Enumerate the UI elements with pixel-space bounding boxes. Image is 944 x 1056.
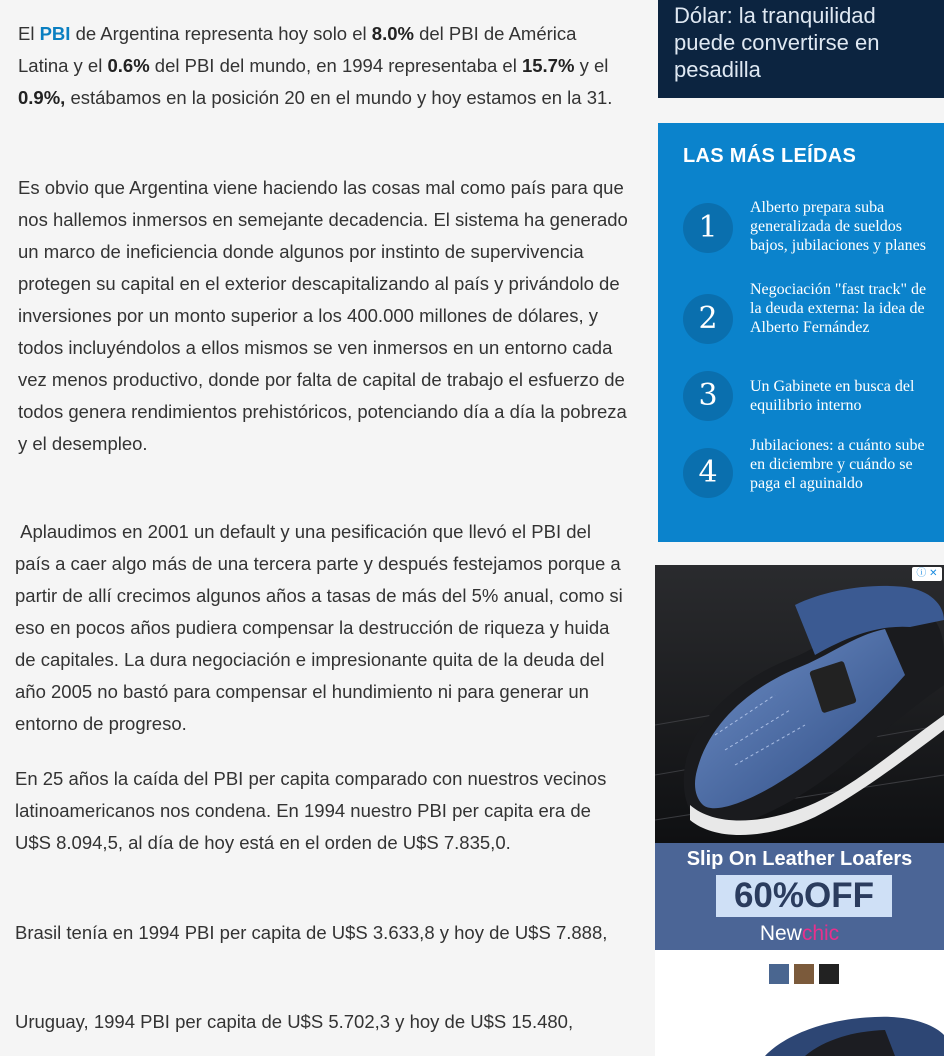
related-article-card[interactable] [658, 0, 944, 98]
ad-brand-logo [655, 922, 944, 946]
article-paragraph: En 25 años la caída del PBI per capita comparado con nuestros vecinos latinoamericanos nos condena. En 1994 nuestro PBI per capita era de U$S 8.094,5, al día de hoy está en el orden de U$S 7.835,0. [15, 768, 607, 853]
color-swatch[interactable] [819, 964, 839, 984]
paragraph-text: estábamos en la posición 20 en el mundo y hoy estamos en la 31. [65, 87, 613, 108]
article-paragraph: Es obvio que Argentina viene haciendo las cosas mal como país para que nos hallemos inmersos en semejante decadencia. El sistema ha generado un marco de ineficiencia donde algunos por instinto de supervivencia protegen su capital en el exterior descapitalizando al país y privándolo de inversiones por un monto superior a los 400.000 millones de dólares, y todos incluyéndolos a ellos mismos se ven inmersos en un entorno cada vez menos productivo, donde por falta de capital de trabajo el esfuerzo de todos genera rendimientos prehistóricos, potenciando día a día la pobreza y el desempleo. [18, 177, 628, 454]
advertisement[interactable] [655, 565, 944, 1056]
most-read-widget [658, 123, 944, 542]
most-read-item[interactable] [683, 198, 941, 268]
most-read-link[interactable]: Alberto prepara suba generalizada de sueldos bajos, jubilaciones y planes [750, 199, 926, 254]
brand-part: New [759, 922, 802, 945]
shoe-illustration [655, 565, 944, 843]
stat-value: 8.0% [371, 23, 414, 44]
second-shoe-image[interactable] [655, 1005, 944, 1056]
stat-value: 0.6% [107, 55, 150, 76]
most-read-item[interactable] [683, 436, 941, 516]
stat-value: 15.7% [521, 55, 575, 76]
ad-slogan: Slip On Leather Loafers [686, 848, 913, 870]
article-paragraph: Uruguay, 1994 PBI per capita de U$S 5.702,3 y hoy de U$S 15.480, [15, 1011, 574, 1032]
rank-number: 3 [683, 371, 733, 421]
related-article-title[interactable]: Dólar: la tranquilidad puede convertirse en pesadilla [674, 3, 880, 82]
color-swatch[interactable] [794, 964, 814, 984]
most-read-link[interactable]: Negociación "fast track" de la deuda externa: la idea de Alberto Fernández [750, 281, 927, 336]
brand-part: chic [801, 922, 840, 945]
article-paragraph: Brasil tenía en 1994 PBI per capita de U$S 3.633,8 y hoy de U$S 7.888, [15, 922, 608, 943]
most-read-item[interactable] [683, 371, 941, 421]
paragraph-text: y el [574, 55, 609, 76]
ad-discount: 60%OFF [716, 875, 892, 917]
color-swatch[interactable] [769, 964, 789, 984]
rank-number: 4 [683, 448, 733, 498]
article-paragraph: Aplaudimos en 2001 un default y una pesificación que llevó el PBI del país a caer algo más de una tercera parte y después festejamos porque a partir de allí crecimos algunos años a tasas de más del 5% anual, como si eso en pocos años pudiera compensar la destrucción de riqueza y huida de capitales. La dura negociación e impresionante quita de la deuda del año 2005 no bastó para compensar el hundimiento ni para generar un entorno de progreso. [15, 521, 628, 734]
paragraph-text: del PBI del mundo, en 1994 representaba el [149, 55, 522, 76]
paragraph-text: de Argentina representa hoy solo el [70, 23, 372, 44]
rank-number: 2 [683, 294, 733, 344]
most-read-item[interactable] [683, 282, 941, 358]
paragraph-text: del PBI de América Latina y el [18, 23, 577, 76]
pbi-link[interactable]: PBI [39, 23, 71, 44]
most-read-link[interactable]: Un Gabinete en busca del equilibrio interno [750, 378, 915, 414]
adchoices-icon[interactable]: ⓘ ✕ [912, 567, 942, 581]
most-read-header: LAS MÁS LEÍDAS [683, 145, 857, 167]
ad-shoe-image[interactable] [655, 565, 944, 843]
article-paragraph [18, 18, 628, 114]
ad-banner[interactable] [655, 843, 944, 950]
stat-value: 0.9%, [18, 87, 66, 108]
paragraph-text: El [18, 23, 40, 44]
most-read-link[interactable]: Jubilaciones: a cuánto sube en diciembre y cuándo se paga el aguinaldo [750, 437, 925, 492]
rank-number: 1 [683, 203, 733, 253]
